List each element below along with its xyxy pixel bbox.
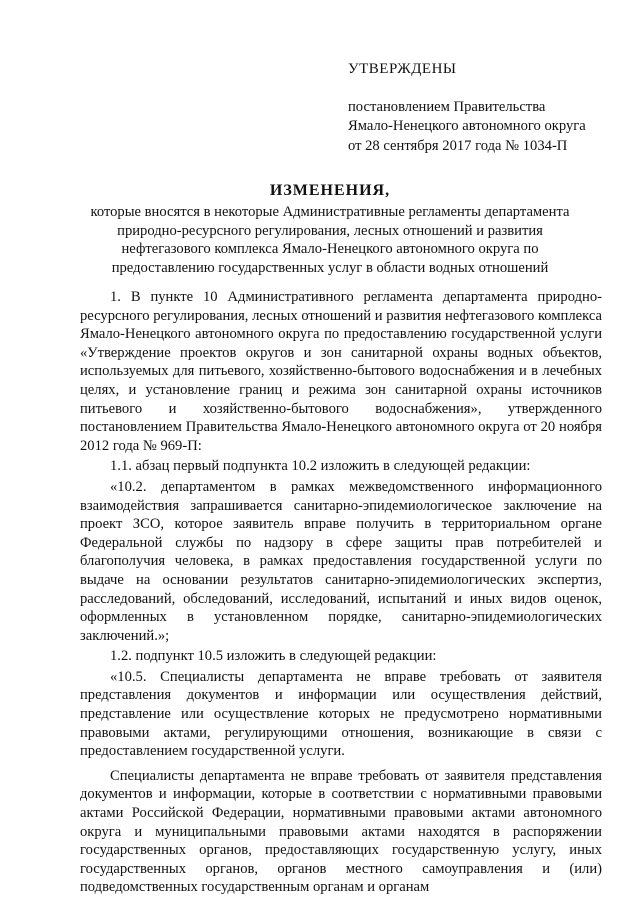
paragraph-1: 1. В пункте 10 Административного регламента департамента природно-ресурсного регулирования, лесных отношений и развития нефтегазового комплекса Ямало-Ненецкого автономного округа по предоставлению государственной услуги «Утверждение проектов округов и зон санитарной охраны водных объектов, используемых для питьевого, хозяйственно-бытового водоснабжения и в лечебных целях, и установление границ и режима зон санитарной охраны источников питьевого и хозяйственно-бытового водоснабжения», утвержденного постановлением Правительства Ямало-Ненецкого автономного округа от 20 ноября 2012 года № 969-П: xyxy=(80,289,602,454)
document-body xyxy=(80,288,602,899)
paragraph-10-2: «10.2. департаментом в рамках межведомственного информационного взаимодействия запрашивается санитарно-эпидемиологическое заключение на проект ЗСО, которое заявитель вправе получить в территориальном органе Федеральной службы по надзору в сфере защиты прав потребителей и благополучия человека, в рамках предоставления государственной услуги по выдаче на основании результатов санитарно-эпидемиологических экспертиз, расследований, обследований, исследований, испытаний и иных видов оценок, оформленных в установленном порядке, санитарно-эпидемиологических заключений.»; xyxy=(80,478,602,644)
subtitle-line: природно-ресурсного регулирования, лесных отношений и развития xyxy=(117,222,543,239)
approval-line: Ямало-Ненецкого автономного округа xyxy=(348,118,586,134)
approval-stamp xyxy=(348,60,628,156)
paragraph-1-1: 1.1. абзац первый подпункта 10.2 изложить в следующей редакции: xyxy=(110,458,531,475)
paragraph-specialists: Специалисты департамента не вправе требовать от заявителя представления документов и информации, которые в соответствии с нормативными правовыми актами Российской Федерации, нормативными правовыми актами автономного округа и муниципальными правовыми актами находятся в распоряжении государственных органов, предоставляющих государственную услугу, иных государственных органов, органов местного самоуправления и (или) подведомственных государственным органам и органам xyxy=(80,767,602,896)
document-title: ИЗМЕНЕНИЯ, xyxy=(269,182,391,199)
subtitle-line: предоставлению государственных услуг в области водных отношений xyxy=(111,259,549,276)
approval-line: постановлением Правительства xyxy=(348,98,546,115)
approval-heading: УТВЕРЖДЕНЫ xyxy=(348,61,457,77)
paragraph-10-5: «10.5. Специалисты департамента не вправе требовать от заявителя представления документов и информации или осуществления действий, представление или осуществление которых не предусмотрено нормативными правовыми актами, регулирующими отношения, возникающие в связи с предоставлением государственной услуги. xyxy=(80,668,602,760)
approval-line: от 28 сентября 2017 года № 1034-П xyxy=(348,137,568,154)
document-title-block xyxy=(60,182,600,277)
document-subtitle xyxy=(60,203,600,277)
subtitle-line: нефтегазового комплекса Ямало-Ненецкого автономного округа по xyxy=(121,241,539,258)
subtitle-line: которые вносятся в некоторые Административные регламенты департамента xyxy=(90,204,570,220)
paragraph-1-2: 1.2. подпункт 10.5 изложить в следующей редакции: xyxy=(110,648,437,665)
